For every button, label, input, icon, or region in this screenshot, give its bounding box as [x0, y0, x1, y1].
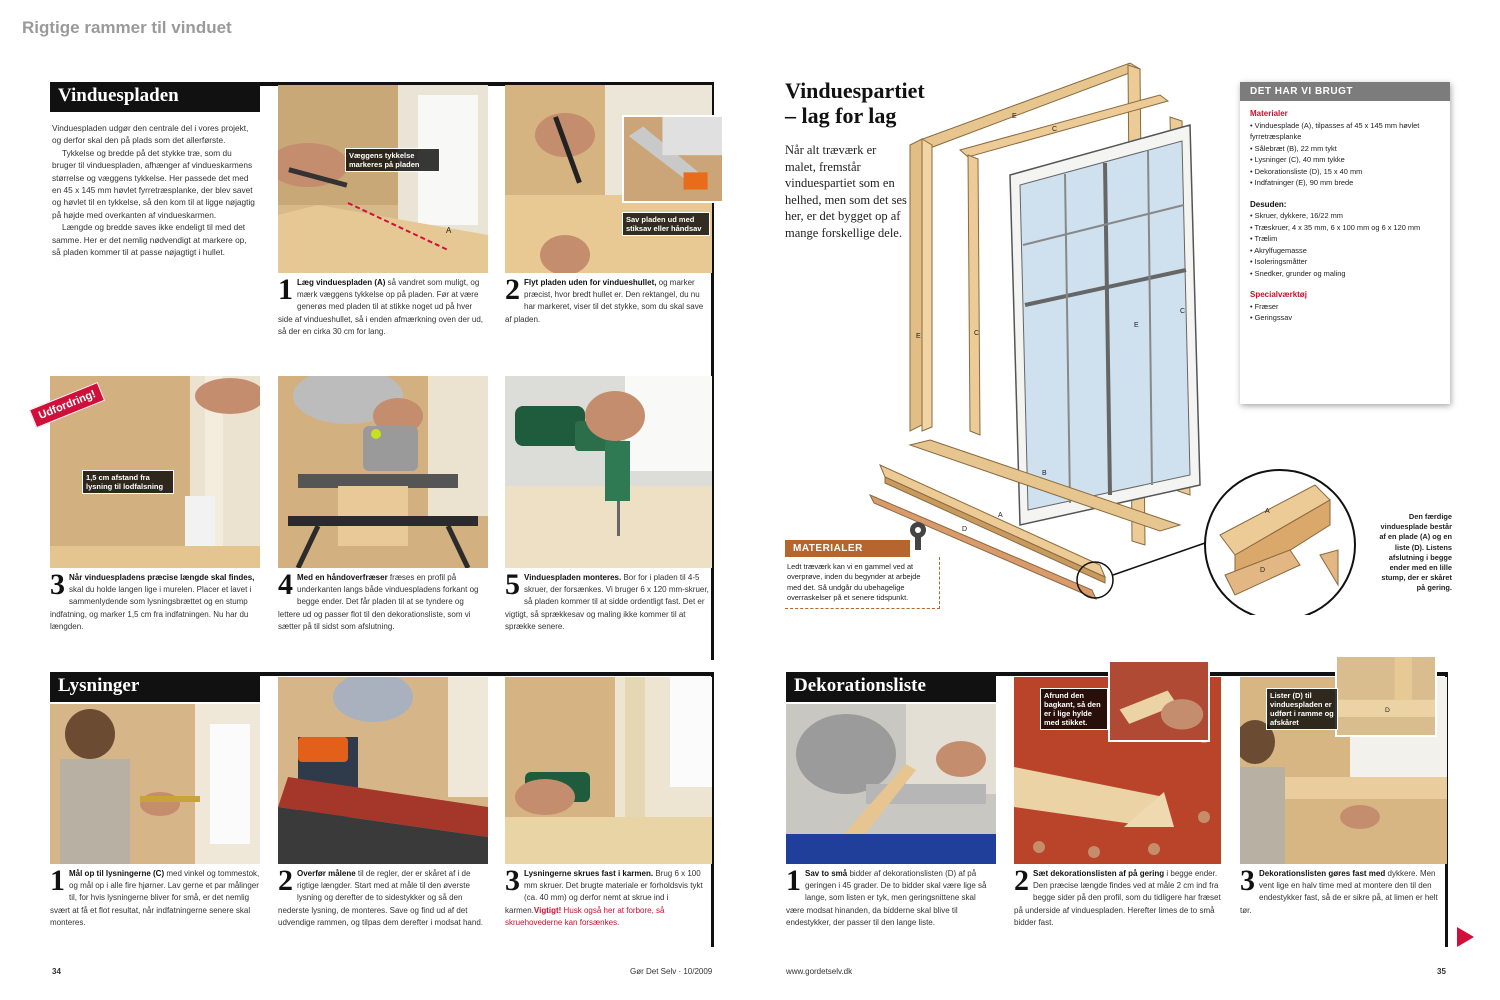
step-number: 1: [786, 864, 801, 897]
materials-item: • Dekorationsliste (D), 15 x 40 mm: [1250, 166, 1440, 178]
step-bottom-3: [505, 864, 710, 929]
step-mid-4: [278, 568, 488, 633]
materials-list: [1250, 120, 1440, 189]
feature-title-line-2: – lag for lag: [785, 103, 897, 128]
step-deko-1: [786, 864, 996, 929]
step-number: 2: [505, 273, 520, 306]
badge-udfordring: Udfordring!: [29, 382, 106, 428]
warning-text: Husk også her at forbore, så skruehovederne kan forsænkes.: [505, 905, 665, 927]
step-bottom-2: [278, 864, 488, 929]
photo-miter-saw: [786, 704, 996, 864]
photo-screw-lysning: [505, 677, 712, 864]
photo-router: [278, 376, 488, 568]
callout-distance: 1,5 cm afstand fra lysning til lodfalsning: [82, 470, 174, 494]
intro-paragraph: Tykkelse og bredde på det stykke træ, som du bruger til vinduespladen, afhænger af vindueskarmens størrelse og væggens tykkelse. Her passede det med en 45 x 145 mm høvlet fyrretræsplanke, der blev savet og høvlet til en tykkelse, så den kom til at ligge nøjagtig på højde med overkanten af vindueskarmen.: [52, 147, 255, 220]
step-lead: Sav to små: [805, 869, 848, 878]
next-page-arrow-icon[interactable]: [1457, 927, 1474, 947]
step-number: 1: [278, 273, 293, 306]
tool-icon: [903, 520, 933, 552]
svg-text:A: A: [1265, 508, 1270, 515]
warning-label: Vigtigt!: [533, 905, 562, 915]
materials-box: [1240, 82, 1450, 404]
materials-item: • Lysninger (C), 40 mm tykke: [1250, 154, 1440, 166]
step-top-2: [505, 273, 710, 326]
step-number: 4: [278, 568, 293, 601]
folio-left-magazine: Gør Det Selv · 10/2009: [630, 967, 713, 976]
step-text: og marker præcist, hvor bredt hullet er. Den rektangel, du nu har markeret, viser til det stykke, som du skal save af pladen.: [505, 278, 704, 324]
step-text: Brug 6 x 100 mm skruer. Det brugte materiale er forholdsvis tykt (ca. 40 mm) og derfor nemt at skrue ind i karmen.: [505, 869, 703, 915]
tools-heading: Desuden:: [1250, 199, 1287, 209]
section-title-vinduespladen: Vinduespladen: [50, 82, 260, 112]
step-number: 3: [1240, 864, 1255, 897]
materials-item: • Indfatninger (E), 90 mm brede: [1250, 177, 1440, 189]
tools-item: • Akrylfugemasse: [1250, 245, 1440, 257]
photo-measure-lysning: [50, 704, 260, 864]
svg-text:B: B: [1042, 470, 1047, 477]
svg-text:D: D: [1385, 707, 1390, 715]
tools-item: • Skruer, dykkere, 16/22 mm: [1250, 210, 1440, 222]
intro-paragraph: Vinduespladen udgør den centrale del i vores projekt, og derfor skal den på plads som det allerførste.: [52, 123, 249, 146]
callout-trim-frame: Lister (D) til vinduespladen er udført i ramme og afskåret: [1266, 688, 1338, 730]
special-tools-item: • Geringssav: [1250, 312, 1440, 324]
step-lead: Når vinduespladens præcise længde skal findes,: [69, 573, 255, 582]
step-text: til de regler, der er skåret af i de rigtige længder. Start med at måle til den øverste lysning og derefter de to sidestykker og så den nederste lysning, de monteres. Save og find ud af det udvendige rammen, og tilpas dem derefter i modsat hand.: [278, 869, 484, 927]
svg-text:A: A: [998, 512, 1003, 519]
materials-box-body: [1240, 101, 1450, 331]
step-text: bidder af dekorationslisten (D) af på geringen i 45 grader. De to bidder skal være lige så lange, som listen er tyk, men geringsnittene skal være modsat hinanden, da bidderne skal blive til endestykker, der passer til den lange liste.: [786, 869, 987, 927]
materialer-tip-box: [785, 540, 940, 609]
folio-right-url: www.gordetselv.dk: [786, 967, 853, 976]
step-number: 2: [278, 864, 293, 897]
step-deko-2: [1014, 864, 1221, 929]
materialer-text: Ledt træværk kan vi en gammel ved at overprøve, inden du begynder at arbejde med det. Så undgår du ubehagelige overraskelser på et senere tidspunkt.: [785, 557, 940, 609]
special-tools-list: [1250, 301, 1440, 324]
svg-text:E: E: [916, 333, 921, 340]
photo-drill-plate: [505, 376, 712, 568]
step-mid-3: [50, 568, 260, 633]
svg-text:C: C: [1052, 126, 1058, 133]
step-text: med vinkel og tommestok, og mål op i alle fire hjørner. Lav gerne et par målinger til, for hvis lysningerne bliver for små, er det nemlig svært at få et flot resultat, når indfatningerne senere skal monteres.: [50, 869, 260, 927]
section-title-lysninger: Lysninger: [50, 672, 260, 702]
svg-text:D: D: [962, 526, 968, 533]
step-number: 1: [50, 864, 65, 897]
materials-heading: Materialer: [1250, 109, 1288, 118]
svg-text:A: A: [446, 226, 452, 235]
step-lead: Dekorationslisten gøres fast med: [1259, 869, 1386, 878]
step-lead: Sæt dekorationslisten af på gering: [1033, 869, 1165, 878]
feature-title-line-1: Vinduespartiet: [785, 78, 925, 103]
step-text: i begge ender. Den præcise længde findes ved at måle 2 cm ind fra begge sider på den profil, som du tidligere har fræset på underside af vinduespladen. Herefter limes de to små bidder fast.: [1014, 869, 1221, 927]
step-lead: Mål op til lysningerne (C): [69, 869, 165, 878]
step-lead: Lysningerne skrues fast i karmen.: [524, 869, 654, 878]
step-top-1: [278, 273, 488, 338]
tools-list: [1250, 210, 1440, 279]
step-bottom-1: [50, 864, 260, 929]
materials-item: • Vinduesplade (A), tilpasses af 45 x 145 mm høvlet fyrretræsplanke: [1250, 120, 1440, 143]
step-mid-5: [505, 568, 710, 633]
step-text: skal du holde langen lige i murelen. Placer et lavet i sammenlydende som lysningsbrættet og en stump indfatning, og marker 1,5 cm fra indfatningen. Nu har du længden.: [50, 585, 252, 631]
tools-item: • Isoleringsmåtter: [1250, 256, 1440, 268]
folio-right-number: 35: [1437, 967, 1446, 976]
step-number: 3: [505, 864, 520, 897]
special-tools-item: • Fræser: [1250, 301, 1440, 313]
materials-box-title: DET HAR VI BRUGT: [1240, 82, 1450, 101]
photo-inset-saw: [622, 115, 724, 203]
step-text: dykkere. Men vent lige en halv time med at montere den til den endestykker fast, så de er sikre på, at limen er helt tør.: [1240, 869, 1438, 915]
photo-inset-glue: [1108, 660, 1210, 742]
svg-text:D: D: [1260, 567, 1266, 574]
step-lead: Vinduespladen monteres.: [524, 573, 622, 582]
callout-round-edge: Afrund den bagkant, så den er i lige hylde med stikket.: [1040, 688, 1108, 730]
step-text: fræses en profil på underkanten langs både vinduespladens forkant og begge ender. Det får pladen til at se tyndere og lettere ud og passer flot til den dekorationsliste, som vi sætter på til sidst som afslutning.: [278, 573, 479, 631]
feature-intro: Når alt træværk er malet, fremstår vinduespartiet som en helhed, men som det ses her, er det bygget op af mange forskellige dele.: [785, 143, 907, 240]
tools-item: • Trælim: [1250, 233, 1440, 245]
running-head: Rigtige rammer til vinduet: [22, 18, 232, 37]
svg-text:C: C: [974, 330, 980, 337]
step-lead: Læg vinduespladen (A): [297, 278, 386, 287]
special-tools-heading: Specialværktøj: [1250, 290, 1307, 299]
step-lead: Overfør målene: [297, 869, 356, 878]
callout-saw-out: Sav pladen ud med stiksav eller håndsav: [622, 212, 710, 236]
detail-caption: Den færdige vinduesplade består af en plade (A) og en liste (D). Listens afslutning i begge ender med en lille stump, der er skåret på gering.: [1379, 512, 1452, 593]
intro-text: [52, 122, 257, 258]
step-number: 5: [505, 568, 520, 601]
tools-item: • Snedker, grunder og maling: [1250, 268, 1440, 280]
step-number: 3: [50, 568, 65, 601]
photo-plane-board: [278, 677, 488, 864]
step-text: Bor for i pladen til 4-5 skruer, der forsænkes. Vi bruger 6 x 120 mm-skruer, så pladen kommer til at sidde ordentligt fast. Det er vigtigt, så sprækkesav og maling ikke kommer til at sprække senere.: [505, 573, 709, 631]
callout-wall-thickness: Væggens tykkelse markeres på pladen: [345, 148, 440, 172]
svg-text:E: E: [1134, 322, 1139, 329]
step-number: 2: [1014, 864, 1029, 897]
svg-text:C: C: [1180, 308, 1186, 315]
intro-paragraph: Længde og bredde saves ikke endeligt til med det samme. Her er det nemlig nødvendigt at markere op, så pladen kommer til at passe nøjagtigt i hullet.: [52, 222, 247, 258]
tools-item: • Træskruer, 4 x 35 mm, 6 x 100 mm og 6 x 120 mm: [1250, 222, 1440, 234]
step-deko-3: [1240, 864, 1447, 917]
folio-left-number: 34: [52, 967, 61, 976]
step-text: så vandret som muligt, og mærk væggens tykkelse op på pladen. Før at være generøs med pladen til at stikke noget ud på hver side af vindueshullet, så i enden afmærkning oven der ud, så der en cirka 30 cm for lang.: [278, 278, 484, 336]
step-lead: Flyt pladen uden for vindueshullet,: [524, 278, 657, 287]
step-lead: Med en håndoverfræser: [297, 573, 388, 582]
photo-marking-plate: [278, 85, 488, 273]
photo-inset-trim: [1335, 655, 1437, 737]
materialer-title: MATERIALER: [785, 540, 910, 557]
section-title-dekorationsliste: Dekorationsliste: [786, 672, 996, 702]
materials-item: • Sålebræt (B), 22 mm tykt: [1250, 143, 1440, 155]
svg-text:E: E: [1012, 113, 1017, 120]
